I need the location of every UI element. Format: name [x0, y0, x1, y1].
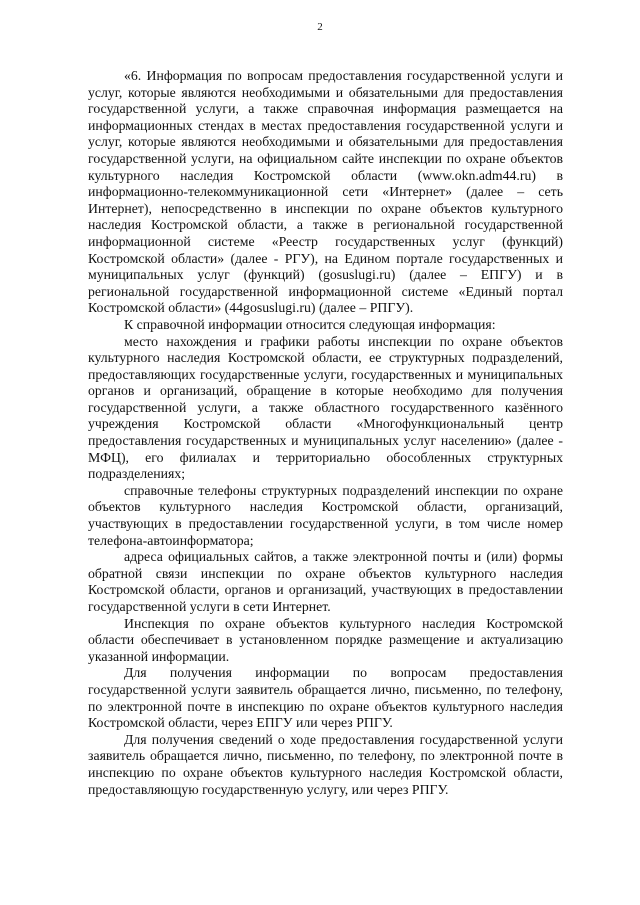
paragraph-information-placement: «6. Информация по вопросам предоставления государственной услуги и услуг, которые являются необходимыми и обязательными для предоставления государственной услуги, а также справочная информация размещается на информационных стендах в местах предоставления государственной услуги и услуг, которые являются необходимыми и обязательными для предоставления государственной услуги, на официальном сайте инспекции по охране объектов культурного наследия Костромской области (www.okn.adm44.ru) в информационно-телекоммуникационной сети «Интернет» (далее – сеть Интернет), непосредственно в инспекции по охране объектов культурного наследия Костромской области, а также в региональной государственной информационной системе «Реестр государственных услуг (функций) Костромской области» (далее - РГУ), на Едином портале государственных и муниципальных услуг (функций) (gosuslugi.ru) (далее – ЕПГУ) и в региональной государственной информационной системе «Единый портал Костромской области» (44gosuslugi.ru) (далее – РПГУ).: [88, 68, 563, 316]
paragraph-reference-phones: справочные телефоны структурных подразделений инспекции по охране объектов культурного наследия Костромской области, организаций, участвующих в предоставлении государственной услуги, в том числе номер телефона-автоинформатора;: [88, 482, 563, 548]
paragraph-location-schedules: место нахождения и графики работы инспекции по охране объектов культурного наследия Костромской области, ее структурных подразделений, предоставляющих государственные услуги, государственных и муниципальных органов и организаций, обращение в которые необходимо для получения государственной услуги, а также областного государственного казённого учреждения Костромской области «Многофункциональный центр предоставления государственных и муниципальных услуг населению» (далее - МФЦ), его филиалах и территориально обособленных структурных подразделениях;: [88, 333, 563, 482]
document-body: [88, 68, 563, 798]
paragraph-reference-info-intro: К справочной информации относится следующая информация:: [124, 316, 496, 332]
paragraph-obtaining-information: Для получения информации по вопросам предоставления государственной услуги заявитель обращается лично, письменно, по телефону, по электронной почте в инспекцию по охране объектов культурного наследия Костромской области, через ЕПГУ или через РПГУ.: [88, 665, 563, 731]
paragraph-progress-information: Для получения сведений о ходе предоставления государственной услуги заявитель обращается лично, письменно, по телефону, по электронной почте в инспекцию по охране объектов культурного наследия Костромской области, предоставляющую государственную услугу, или через РПГУ.: [88, 731, 563, 797]
paragraph-inspection-ensures: Инспекция по охране объектов культурного наследия Костромской области обеспечивает в установленном порядке размещение и актуализацию указанной информации.: [88, 615, 563, 664]
page-number: 2: [317, 21, 323, 33]
paragraph-websites-email: адреса официальных сайтов, а также электронной почты и (или) формы обратной связи инспекции по охране объектов культурного наследия Костромской области, органов и организаций, участвующих в предоставлении государственной услуги в сети Интернет.: [88, 549, 563, 614]
